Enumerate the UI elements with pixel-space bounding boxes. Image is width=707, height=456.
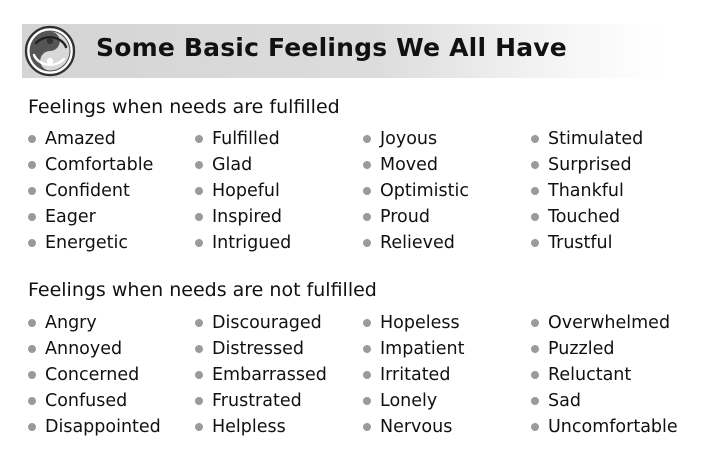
feeling-label: Inspired [212, 207, 283, 227]
bullet-icon [28, 239, 36, 247]
section-heading-not-fulfilled: Feelings when needs are not fulfilled [28, 279, 377, 301]
feeling-label: Lonely [380, 391, 438, 411]
bullet-icon [531, 345, 539, 353]
list-item [28, 230, 153, 256]
list-item [363, 126, 469, 152]
bullet-icon [28, 319, 36, 327]
feeling-label: Sad [548, 391, 581, 411]
feelings-column [195, 126, 291, 256]
feeling-label: Hopeless [380, 313, 460, 333]
feeling-label: Embarrassed [212, 365, 327, 385]
feeling-label: Proud [380, 207, 430, 227]
feeling-label: Impatient [380, 339, 465, 359]
feeling-label: Discouraged [212, 313, 322, 333]
title-banner [22, 24, 662, 78]
feeling-label: Amazed [45, 129, 116, 149]
bullet-icon [531, 187, 539, 195]
list-item [28, 204, 153, 230]
feeling-label: Comfortable [45, 155, 154, 175]
feeling-label: Joyous [380, 129, 438, 149]
list-item [531, 388, 678, 414]
list-item [195, 152, 291, 178]
list-item [195, 204, 291, 230]
feelings-column [531, 126, 643, 256]
list-item [195, 362, 327, 388]
bullet-icon [195, 397, 203, 405]
list-item [531, 152, 643, 178]
bullet-icon [28, 161, 36, 169]
bullet-icon [195, 371, 203, 379]
list-item [531, 230, 643, 256]
bullet-icon [531, 135, 539, 143]
list-item [195, 388, 327, 414]
bullet-icon [363, 239, 371, 247]
list-item [363, 178, 469, 204]
feelings-column [28, 126, 153, 256]
bullet-icon [363, 135, 371, 143]
list-item [363, 388, 464, 414]
feeling-label: Fulfilled [212, 129, 280, 149]
list-item [28, 126, 153, 152]
feeling-label: Uncomfortable [548, 417, 678, 437]
feeling-label: Hopeful [212, 181, 280, 201]
bullet-icon [363, 161, 371, 169]
bullet-icon [28, 397, 36, 405]
list-item [363, 310, 464, 336]
bullet-icon [531, 161, 539, 169]
feelings-column [363, 310, 464, 440]
bullet-icon [28, 371, 36, 379]
list-item [363, 336, 464, 362]
bullet-icon [363, 371, 371, 379]
bullet-icon [531, 423, 539, 431]
feeling-label: Moved [380, 155, 439, 175]
bullet-icon [28, 423, 36, 431]
list-item [195, 310, 327, 336]
list-item [28, 362, 161, 388]
feeling-label: Intrigued [212, 233, 292, 253]
feeling-label: Eager [45, 207, 96, 227]
list-item [363, 152, 469, 178]
list-item [531, 204, 643, 230]
list-item [363, 230, 469, 256]
bullet-icon [363, 187, 371, 195]
feeling-label: Overwhelmed [548, 313, 671, 333]
list-item [363, 362, 464, 388]
list-item [195, 178, 291, 204]
list-item [531, 178, 643, 204]
bullet-icon [363, 319, 371, 327]
section-heading-fulfilled: Feelings when needs are fulfilled [28, 96, 340, 118]
bullet-icon [363, 213, 371, 221]
bullet-icon [531, 239, 539, 247]
bullet-icon [28, 187, 36, 195]
list-item [28, 388, 161, 414]
feelings-column [195, 310, 327, 440]
feeling-label: Reluctant [548, 365, 632, 385]
feelings-column [363, 126, 469, 256]
list-item [28, 178, 153, 204]
bullet-icon [531, 371, 539, 379]
list-item [531, 126, 643, 152]
feeling-label: Optimistic [380, 181, 469, 201]
bullet-icon [195, 187, 203, 195]
page-title: Some Basic Feelings We All Have [96, 33, 567, 62]
bullet-icon [531, 319, 539, 327]
bullet-icon [195, 345, 203, 353]
bullet-icon [195, 135, 203, 143]
feeling-label: Distressed [212, 339, 305, 359]
list-item [195, 414, 327, 440]
bullet-icon [363, 345, 371, 353]
list-item [531, 414, 678, 440]
list-item [363, 204, 469, 230]
list-item [28, 152, 153, 178]
feeling-label: Glad [212, 155, 253, 175]
list-item [531, 362, 678, 388]
bullet-icon [28, 213, 36, 221]
bullet-icon [363, 423, 371, 431]
list-item [28, 336, 161, 362]
feeling-label: Confused [45, 391, 128, 411]
feeling-label: Frustrated [212, 391, 302, 411]
bullet-icon [28, 345, 36, 353]
feeling-label: Stimulated [548, 129, 644, 149]
feeling-label: Disappointed [45, 417, 161, 437]
swirl-logo-icon [24, 25, 76, 77]
list-item [195, 230, 291, 256]
bullet-icon [195, 239, 203, 247]
feeling-label: Confident [45, 181, 130, 201]
feeling-label: Relieved [380, 233, 455, 253]
list-item [531, 310, 678, 336]
feeling-label: Concerned [45, 365, 140, 385]
bullet-icon [363, 397, 371, 405]
bullet-icon [195, 161, 203, 169]
feeling-label: Annoyed [45, 339, 123, 359]
bullet-icon [195, 213, 203, 221]
bullet-icon [531, 397, 539, 405]
list-item [195, 336, 327, 362]
feeling-label: Thankful [548, 181, 624, 201]
feeling-label: Helpless [212, 417, 286, 437]
feelings-column [531, 310, 678, 440]
feeling-label: Trustful [548, 233, 613, 253]
feeling-label: Puzzled [548, 339, 615, 359]
list-item [531, 336, 678, 362]
feeling-label: Angry [45, 313, 97, 333]
bullet-icon [195, 319, 203, 327]
list-item [363, 414, 464, 440]
bullet-icon [195, 423, 203, 431]
feeling-label: Surprised [548, 155, 632, 175]
feeling-label: Nervous [380, 417, 453, 437]
feelings-column [28, 310, 161, 440]
bullet-icon [28, 135, 36, 143]
bullet-icon [531, 213, 539, 221]
feeling-label: Energetic [45, 233, 129, 253]
feeling-label: Touched [548, 207, 621, 227]
list-item [28, 414, 161, 440]
feeling-label: Irritated [380, 365, 451, 385]
list-item [28, 310, 161, 336]
list-item [195, 126, 291, 152]
